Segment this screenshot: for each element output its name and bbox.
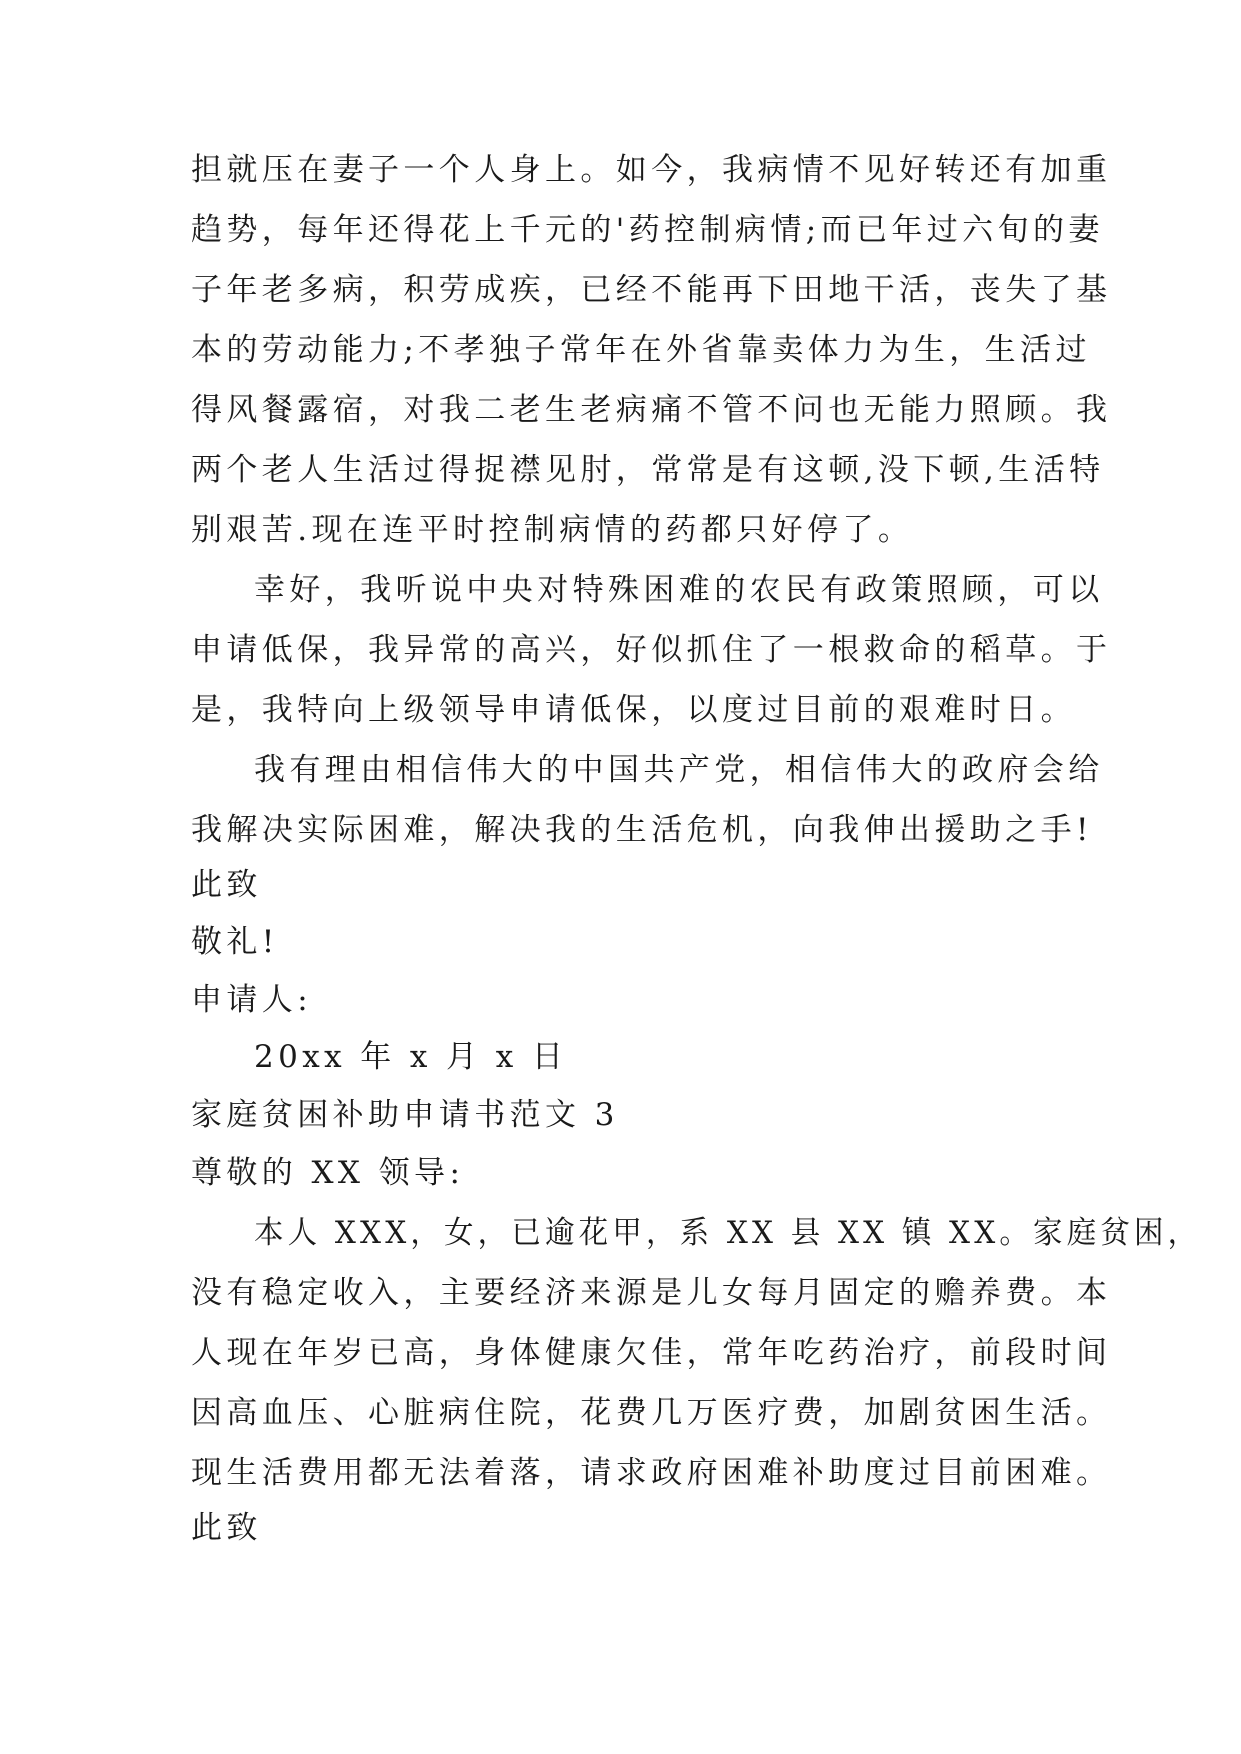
paragraph-line: 幸好，我听说中央对特殊困难的农民有政策照顾，可以 (254, 572, 1104, 608)
paragraph-line: 我有理由相信伟大的中国共产党，相信伟大的政府会给 (254, 752, 1104, 788)
applicant-label: 申请人: (191, 982, 313, 1018)
paragraph-line: 本人 XXX，女，已逾花甲，系 XX 县 XX 镇 XX。家庭贫困， (254, 1215, 1202, 1251)
salutation: 尊敬的 XX 领导: (191, 1155, 465, 1191)
paragraph-line: 本的劳动能力;不孝独子常年在外省靠卖体力为生，生活过 (191, 332, 1091, 368)
paragraph-line: 是，我特向上级领导申请低保，以度过目前的艰难时日。 (191, 692, 1076, 728)
closing-line: 此致 (191, 1510, 262, 1546)
paragraph-line: 子年老多病，积劳成疾，已经不能再下田地干活，丧失了基 (191, 272, 1112, 308)
paragraph-line: 我解决实际困难，解决我的生活危机，向我伸出援助之手! (191, 812, 1093, 848)
paragraph-line: 现生活费用都无法着落，请求政府困难补助度过目前困难。 (191, 1455, 1112, 1491)
closing-line: 此致 (191, 867, 262, 903)
paragraph-line: 得风餐露宿，对我二老生老病痛不管不问也无能力照顾。我 (191, 392, 1112, 428)
paragraph-line: 没有稳定收入，主要经济来源是儿女每月固定的赡养费。本 (191, 1275, 1112, 1311)
paragraph-line: 人现在年岁已高，身体健康欠佳，常年吃药治疗，前段时间 (191, 1335, 1112, 1371)
paragraph-line: 因高血压、心脏病住院，花费几万医疗费，加剧贫困生活。 (191, 1395, 1112, 1431)
paragraph-line: 两个老人生活过得捉襟见肘，常常是有这顿,没下顿,生活特 (191, 452, 1105, 488)
paragraph-line: 担就压在妻子一个人身上。如今，我病情不见好转还有加重 (191, 152, 1112, 188)
paragraph-line: 申请低保，我异常的高兴，好似抓住了一根救命的稻草。于 (191, 632, 1112, 668)
date-line: 20xx 年 x 月 x 日 (254, 1039, 568, 1075)
paragraph-line: 别艰苦.现在连平时控制病情的药都只好停了。 (191, 512, 914, 548)
paragraph-line: 趋势，每年还得花上千元的'药控制病情;而已年过六旬的妻 (191, 212, 1104, 248)
section-title: 家庭贫困补助申请书范文 3 (191, 1097, 619, 1133)
closing-salute: 敬礼! (191, 924, 279, 960)
